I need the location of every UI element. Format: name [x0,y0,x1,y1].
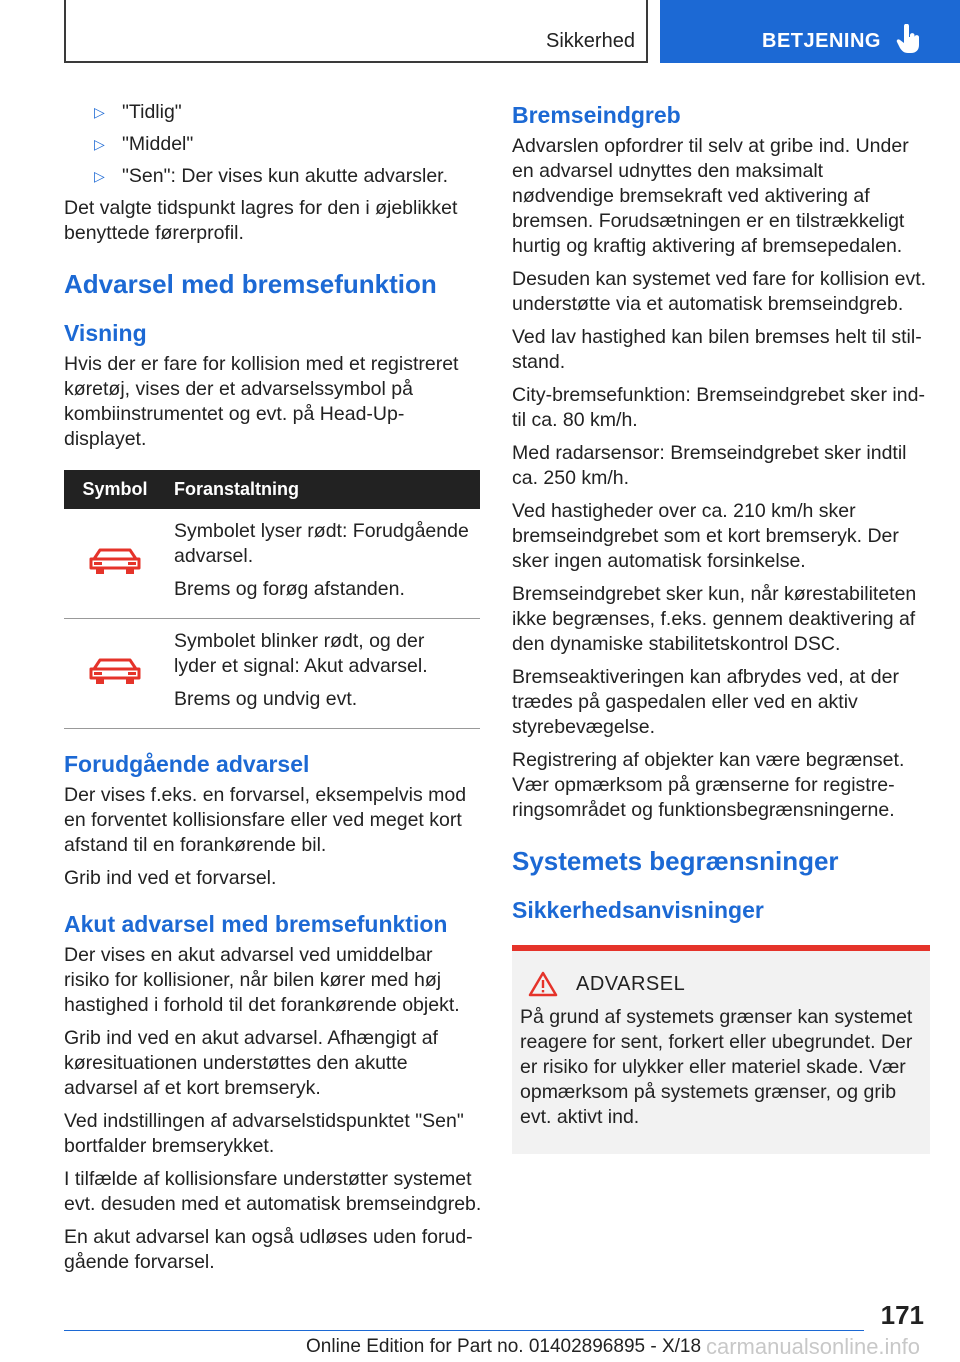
header-chapter-title: BETJENING [762,30,881,52]
table-header-cell: Symbol [64,470,166,509]
paragraph: Registrering af objekter kan være begrænset. Vær opmærksom på grænserne for registreringsområdet og funktionsbegrænsningerne. [512,749,905,821]
table-header-cell: Foranstaltning [166,470,480,509]
header-chapter-tab [660,0,960,63]
table-cell-action: Symbolet blinker rødt, og der lyder et signal: Akut advarsel. Brems og undvig evt. [166,619,480,729]
paragraph: Ved hastigheder over ca. 210 km/h sker bremseindgrebet som et kort bremseryk. Der sker ingen automatisk forsinkelse. [512,500,899,572]
paragraph: Grib ind ved en akut advarsel. Afhængigt af køresituationen understøttes den akutte advarsel af et kort bremseryk. [64,1027,438,1099]
warning-header [520,971,922,997]
paragraph: Med radarsensor: Bremseindgrebet sker indtil ca. 250 km/h. [512,442,907,489]
paragraph: Det valgte tidspunkt lagres for den i øjeblikket benyttede førerprofil. [64,197,458,244]
subsection-heading: Sikkerhedsanvisninger [512,897,764,923]
page-number: 171 [880,1300,924,1330]
subsection-heading: Visning [64,320,147,346]
header-section-title: Sikkerhed [546,30,635,52]
triangle-bullet-icon: ▷ [94,104,105,120]
warning-triangle-icon [528,971,558,997]
table-cell-symbol [64,509,166,619]
paragraph: Bremseindgrebet sker kun, når kørestabiliteten ikke begrænses, f.eks. gennem deaktivering af den dynamiske stabilitetskontrol DSC. [512,583,917,655]
list-item: ▷ "Middel" [94,133,194,155]
watermark: carmanualsonline.info [706,1334,921,1359]
right-column [512,100,930,1154]
triangle-bullet-icon: ▷ [94,168,105,184]
option-list [64,100,482,189]
subsection-heading: Akut advarsel med bremsefunktion [64,911,448,937]
table-cell-action: Symbolet lyser rødt: Forudgående advarsel. Brems og forøg afstanden. [166,509,480,619]
section-heading: Systemets begrænsninger [512,846,839,876]
hand-pointer-icon [896,24,922,54]
car-warning-icon [88,656,142,686]
table-cell-symbol [64,619,166,729]
footer-edition: Online Edition for Part no. 01402896895 - X/18 [306,1336,702,1357]
subsection-heading: Forudgående advarsel [64,751,310,777]
subsection-heading: Bremseindgreb [512,102,681,128]
table-row [64,619,480,729]
warning-text: På grund af systemets grænser kan systemet reagere for sent, forkert eller ubegrundet. Der er risiko for ulykker eller materiel skade. Vær opmærksom på systemets grænser, og grib evt. aktivt ind. [520,1006,913,1128]
left-column [64,100,482,1283]
paragraph: En akut advarsel kan også udløses uden forudgående forvarsel. [64,1226,473,1273]
paragraph: Advarslen opfordrer til selv at gribe ind. Under en advarsel udnyttes den maksimalt nødvendige bremsekraft ved aktivering af bremsen. Forudsætningen er en tilstrækkeligt hurtig og kraftig aktivering af bremsepedalen. [512,135,909,257]
table-header-row [64,470,480,509]
triangle-bullet-icon: ▷ [94,136,105,152]
paragraph: Der vises f.eks. en forvarsel, eksempelvis mod en forventet kollisionsfare eller ved meget kort afstand til en forankørende bil. [64,784,467,856]
footer-divider [64,1330,864,1331]
paragraph: Bremseaktiveringen kan afbrydes ved, at der trædes på gaspedalen eller ved en aktiv styrebevægelse. [512,666,899,738]
paragraph: Ved indstillingen af advarselstidspunktet "Sen" bortfalder bremserykket. [64,1110,464,1157]
section-heading: Advarsel med bremsefunktion [64,269,437,299]
paragraph: Grib ind ved et forvarsel. [64,867,277,889]
paragraph: Desuden kan systemet ved fare for kollision evt. understøtte via et automatisk bremseindgreb. [512,268,927,315]
paragraph: Ved lav hastighed kan bilen bremses helt til stilstand. [512,326,922,373]
car-warning-icon [88,546,142,576]
paragraph: Hvis der er fare for kollision med et registreret køretøj, vises der et advarselssymbol på kombiinstrumentet og evt. på Head-Up-displayet. [64,353,459,450]
list-item: ▷ "Tidlig" [94,101,182,123]
warning-title: ADVARSEL [576,972,686,995]
paragraph: City-bremsefunktion: Bremseindgrebet sker indtil ca. 80 km/h. [512,384,925,431]
warning-box [512,945,930,1154]
paragraph: I tilfælde af kollisionsfare understøtter systemet evt. desuden med et automatisk bremseindgreb. [64,1168,482,1215]
paragraph: Der vises en akut advarsel ved umiddelbar risiko for kollisioner, når bilen kører med høj hastighed i forhold til det forankørende objekt. [64,944,460,1016]
list-item: ▷ "Sen": Der vises kun akutte advarsler. [94,165,448,187]
table-row [64,509,480,619]
symbol-table [64,470,480,729]
